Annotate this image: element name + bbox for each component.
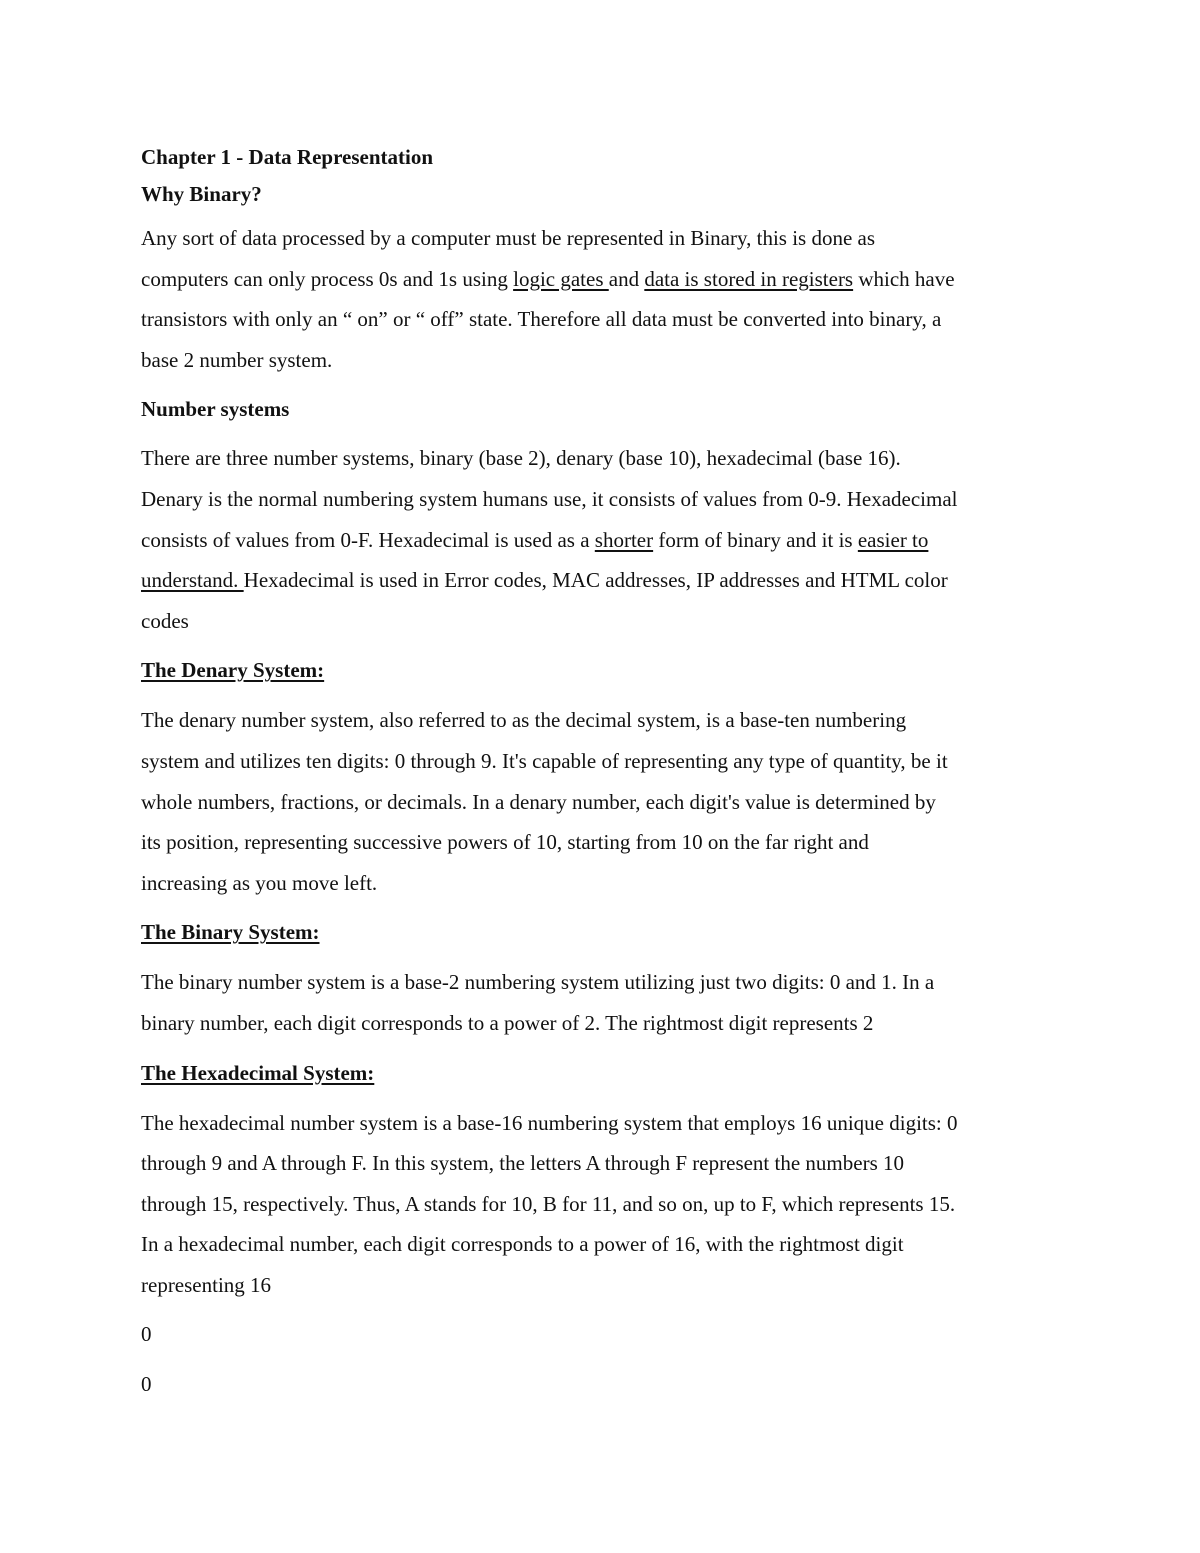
trailing-value: 0 [141, 1372, 152, 1397]
denary-heading: The Denary System: [141, 658, 325, 683]
hexadecimal-paragraph [141, 1103, 1060, 1306]
binary-heading: The Binary System: [141, 920, 320, 945]
paragraph-line: through 15, respectively. Thus, A stands for 10, B for 11, and so on, up to F, which represents 15. [141, 1191, 956, 1216]
hexadecimal-heading: The Hexadecimal System: [141, 1060, 375, 1085]
underlined-text: understand. [141, 568, 244, 593]
paragraph-line: system and utilizes ten digits: 0 through 9. It's capable of representing any type of quantity, be it [141, 748, 948, 773]
number-systems-heading: Number systems [141, 397, 290, 422]
underlined-text: shorter [594, 527, 654, 552]
paragraph-line: consists of values from 0-F. Hexadecimal is used as a shorter form of binary and it is easier to [141, 527, 929, 552]
paragraph-line: transistors with only an “ on” or “ off” state. Therefore all data must be converted into binary, a [141, 307, 942, 332]
chapter-title: Chapter 1 - Data Representation [141, 145, 434, 169]
paragraph-line: Denary is the normal numbering system humans use, it consists of values from 0-9. Hexadecimal [141, 486, 958, 511]
paragraph-line: binary number, each digit corresponds to a power of 2. The rightmost digit represents 2 [141, 1010, 874, 1035]
paragraph-line: In a hexadecimal number, each digit corresponds to a power of 16, with the rightmost digit [141, 1232, 904, 1257]
underlined-text: easier to [857, 527, 929, 552]
why-binary-heading: Why Binary? [141, 182, 262, 206]
denary-paragraph [141, 700, 1060, 903]
paragraph-line: understand. Hexadecimal is used in Error codes, MAC addresses, IP addresses and HTML color [141, 568, 948, 593]
paragraph-line: codes [141, 608, 189, 633]
why-binary-paragraph [141, 218, 1060, 380]
paragraph-line: whole numbers, fractions, or decimals. In a denary number, each digit's value is determined by [141, 789, 936, 814]
paragraph-line: Any sort of data processed by a computer must be represented in Binary, this is done as [141, 226, 876, 250]
paragraph-line: through 9 and A through F. In this system, the letters A through F represent the numbers 10 [141, 1151, 904, 1176]
paragraph-line: The denary number system, also referred to as the decimal system, is a base-ten numbering [141, 708, 907, 733]
paragraph-line: increasing as you move left. [141, 870, 378, 895]
paragraph-line: The binary number system is a base-2 numbering system utilizing just two digits: 0 and 1. In a [141, 970, 935, 995]
paragraph-line: There are three number systems, binary (base 2), denary (base 10), hexadecimal (base 16). [141, 446, 901, 471]
binary-paragraph [141, 962, 1060, 1043]
paragraph-line: computers can only process 0s and 1s using logic gates and data is stored in registers which have [141, 266, 955, 291]
underlined-text: data is stored in registers [644, 266, 854, 291]
paragraph-line: The hexadecimal number system is a base-16 numbering system that employs 16 unique digits: 0 [141, 1110, 958, 1135]
underlined-text: logic gates [513, 266, 609, 291]
paragraph-line: its position, representing successive powers of 10, starting from 10 on the far right and [141, 830, 869, 855]
trailing-value: 0 [141, 1322, 152, 1347]
paragraph-line: representing 16 [141, 1272, 272, 1297]
number-systems-paragraph [141, 438, 1060, 641]
paragraph-line: base 2 number system. [141, 347, 333, 372]
